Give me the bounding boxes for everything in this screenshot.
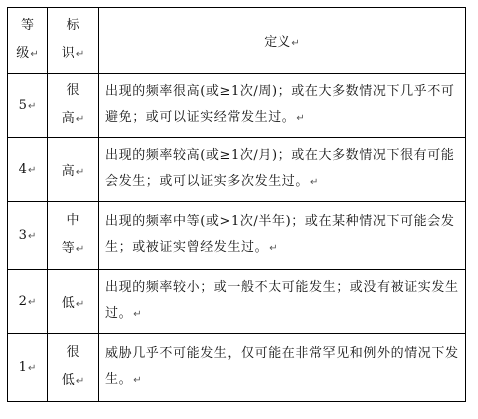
header-level-cell [8, 8, 48, 74]
level-cell [8, 138, 48, 202]
table-row [8, 270, 466, 334]
mark-cell [48, 138, 99, 202]
table-row [8, 138, 466, 202]
paragraph-mark-icon: ↵ [27, 231, 37, 242]
header-mark-cell [48, 8, 99, 74]
paragraph-mark-icon: ↵ [296, 113, 306, 124]
table-row [8, 334, 466, 402]
header-mark-char: 识 [61, 46, 75, 61]
header-definition-label: 定义 [264, 35, 291, 50]
level-cell [8, 270, 48, 334]
paragraph-mark-icon: ↵ [133, 309, 143, 320]
mark-char: 高 [61, 111, 75, 126]
definition-cell [99, 202, 466, 270]
level-cell [8, 202, 48, 270]
definition-text: 出现的频率较高(或≥1次/月)；或在大多数情况下很有可能会发生；或可以证实多次发生过。 [105, 148, 455, 189]
paragraph-mark-icon: ↵ [27, 297, 37, 308]
mark-cell [48, 334, 99, 402]
paragraph-mark-icon: ↵ [27, 363, 37, 374]
paragraph-mark-icon: ↵ [291, 38, 300, 49]
definition-text: 出现的频率较小；或一般不太可能发生；或没有被证实发生过。 [105, 280, 459, 321]
paragraph-mark-icon: ↵ [75, 376, 85, 387]
level-value: 5 [18, 98, 27, 113]
definition-text: 出现的频率很高(或≥1次/周)；或在大多数情况下几乎不可避免；或可以证实经常发生过。 [105, 84, 455, 125]
definition-cell [99, 74, 466, 138]
level-value: 3 [18, 228, 27, 243]
level-value: 1 [18, 360, 27, 375]
definition-text: 威胁几乎不可能发生，仅可能在非常罕见和例外的情况下发生。 [105, 346, 459, 387]
paragraph-mark-icon: ↵ [75, 244, 85, 255]
threat-frequency-table [7, 7, 466, 402]
header-level-char: 级 [16, 46, 30, 61]
paragraph-mark-icon: ↵ [310, 177, 319, 188]
paragraph-mark-icon: ↵ [27, 165, 37, 176]
paragraph-mark-icon: ↵ [27, 101, 37, 112]
header-mark-char: 标 [66, 18, 80, 33]
definition-cell [99, 334, 466, 402]
level-value: 2 [18, 294, 27, 309]
table-row [8, 202, 466, 270]
mark-char: 低 [61, 296, 75, 311]
level-cell [8, 334, 48, 402]
paragraph-mark-icon: ↵ [75, 167, 85, 178]
paragraph-mark-icon: ↵ [75, 299, 85, 310]
mark-cell [48, 74, 99, 138]
definition-cell [99, 270, 466, 334]
mark-cell [48, 202, 99, 270]
paragraph-mark-icon: ↵ [75, 49, 85, 60]
mark-char: 低 [61, 373, 75, 388]
table-header-row [8, 8, 466, 74]
mark-char: 等 [61, 241, 75, 256]
definition-cell [99, 138, 466, 202]
mark-char: 很 [66, 83, 80, 98]
table-row [8, 74, 466, 138]
mark-char: 中 [66, 213, 80, 228]
mark-char: 很 [66, 345, 80, 360]
level-cell [8, 74, 48, 138]
mark-char: 高 [61, 164, 75, 179]
paragraph-mark-icon: ↵ [75, 114, 85, 125]
header-definition-cell [99, 8, 466, 74]
definition-text: 出现的频率中等(或>1次/半年)；或在某种情况下可能会发生；或被证实曾经发生过。 [105, 214, 455, 255]
paragraph-mark-icon: ↵ [133, 375, 143, 386]
paragraph-mark-icon: ↵ [269, 243, 279, 254]
header-level-char: 等 [20, 18, 34, 33]
level-value: 4 [18, 162, 27, 177]
mark-cell [48, 270, 99, 334]
paragraph-mark-icon: ↵ [30, 49, 39, 60]
